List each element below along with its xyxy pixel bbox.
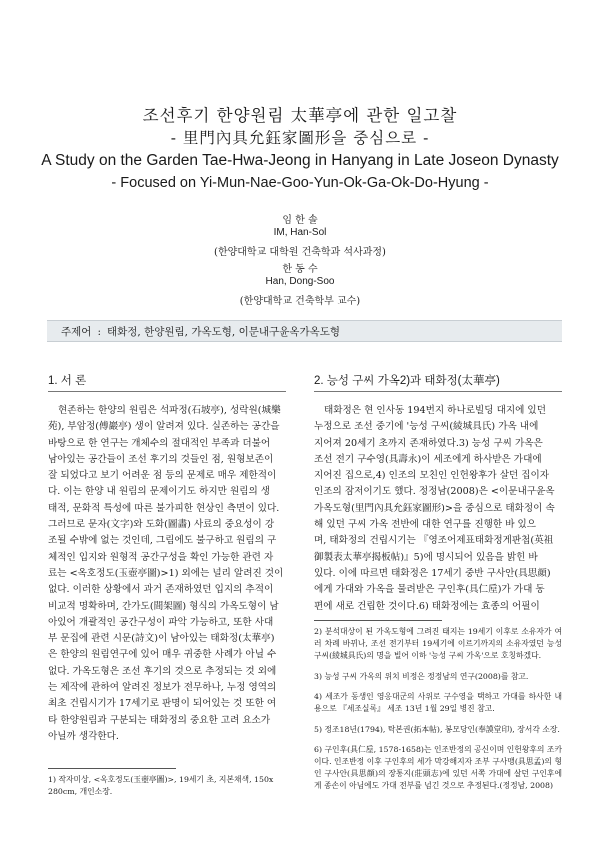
section-1-line: 은 한양의 원림연구에 있어 매우 귀중한 사례가 아닐 수 — [48, 649, 277, 661]
section-1-line: 타 한양원림과 구분되는 태화정의 중요한 고려 요소가 — [48, 714, 271, 726]
author-2-affiliation: (한양대학교 건축학부 교수) — [239, 296, 361, 307]
footnote-3: 3) 능성 구씨 가옥의 위치 비정은 정정남의 연구(2008)를 참고. — [314, 671, 529, 681]
section-2-body — [314, 403, 562, 615]
section-1-line: 없다. 이러한 상황에서 과거 존재하였던 입지의 추적이 — [48, 584, 274, 596]
section-2-line: 있다. 이에 따르면 태화정은 17세기 중반 구사안(具思顔) — [314, 567, 551, 579]
author-2-name-korean: 한 동 수 — [282, 264, 318, 275]
section-1-line: 잘 되었다고 보기 어려운 점 등의 문제로 매우 제한적이 — [48, 470, 277, 482]
section-1-line: 苑), 부암정(傅巖亭) 생이 알려져 있다. 실존하는 공간을 — [48, 421, 280, 433]
section-1-line: 비교적 명확하며, 간가도(間架圖) 형식의 가옥도형이 남 — [48, 600, 279, 612]
section-2-line: 가옥도형(里門內具允鈺家圖形)>을 중심으로 태화정이 속 — [314, 502, 555, 514]
section-1-line: 체적인 입지와 원형적 공간구성을 확인 가능한 관련 자 — [48, 551, 274, 563]
section-1-line: 부 문집에 관련 시문(詩文)이 남아있는 태화정(太華亭) — [48, 633, 275, 645]
footnote-rule-left — [48, 768, 176, 769]
author-2-name-english: Han, Dong-Soo — [265, 276, 335, 287]
footnote-1-line: 280cm, 개인소장. — [48, 787, 113, 797]
section-2-line: 에게 가대와 가옥을 물려받은 구인후(具仁垕)가 가대 동 — [314, 584, 545, 596]
section-1-line: 는 제작에 관하여 알려진 정보가 전무하나, 누정 영역의 — [48, 682, 277, 694]
section-1-line: 아닐까 생각한다. — [48, 730, 119, 742]
author-1-name-korean: 임 한 솔 — [282, 215, 318, 226]
section-1-line: 바탕으로 한 연구는 개체수의 절대적인 부족과 더불어 — [48, 437, 271, 449]
footnote-2: 2) 분석대상이 된 가옥도형에 그려진 태지는 19세기 이후로 소유자가 여러 차례 바뀌나, 조선 전기부터 19세기에 이르기까지의 소유자였던 능성 구씨(綾城具氏)의 명을 빌어 이하 '능성 구씨 가옥'으로 호칭하겠다. — [314, 627, 562, 660]
keywords-separator: : — [97, 326, 101, 338]
section-1-line: 태적, 문화적 특성에 따른 불가피한 현상인 측면이 있다. — [48, 502, 280, 514]
section-1-line: 아있어 개괄적인 공간구성이 파악 가능하고, 또한 사대 — [48, 616, 274, 628]
section-2-rule — [314, 391, 562, 392]
section-2-line: 지어져 20세기 초까지 존재하였다.3) 능성 구씨 가옥은 — [314, 437, 543, 449]
section-1-line: 남아있는 공간들이 조선 후기의 것들인 점, 원형보존이 — [48, 453, 274, 465]
footnote-5: 5) 정조18년(1794), 탁본권(拓本帖), 봉모당인(奉謨堂印), 장서각 소장. — [314, 724, 560, 734]
section-1-rule — [48, 391, 286, 392]
paper-title-english: A Study on the Garden Tae-Hwa-Jeong in Hanyang in Late Joseon Dynasty — [41, 152, 559, 169]
paper-title-korean: 조선후기 한양원림 太華亭에 관한 일고찰 — [142, 106, 458, 125]
section-1-line: 다. 이는 한양 내 원림의 문제이기도 하지만 원림의 생 — [48, 486, 271, 498]
footnotes-right — [314, 626, 562, 801]
footnote-6: 6) 구인후(具仁垕, 1578-1658)는 인조반정의 공신이며 인헌왕후의 조카이다. 인조반정 이후 구인후의 세가 막강해지자 조부 구사맹(具思孟)의 형인 구사안(具思顔)의 장통지(莊頭志)에 있던 서쪽 가대에 살던 구인후에게 종손이 아님에도 가대 전부를 넘긴 것으로 추정된다.(정정남, 2008) — [314, 745, 562, 790]
section-1-line: 최초 건립시기가 17세기로 판명이 되어있는 것 또한 여 — [48, 698, 277, 710]
keywords-text: 태화정, 한양원림, 가옥도형, 이문내구윤옥가옥도형 — [106, 326, 341, 338]
footnote-1 — [48, 774, 286, 798]
footnote-1-line: 1) 작자미상, <옥호정도(玉壺亭圖)>, 19세기 초, 지본채색, 150x — [48, 775, 274, 784]
paper-subtitle-korean: - 里門內具允鈺家圖形을 중심으로 - — [170, 129, 430, 147]
section-2-line: 태화정은 현 인사동 194번지 하나로빌딩 대지에 있던 — [324, 405, 546, 416]
section-2-line: 편에 새로 건립한 것이다.6) 태화정에는 효종의 어필이 — [314, 600, 540, 612]
footnote-4: 4) 세조가 동생인 영응대군의 사위로 구수영을 택하고 가대를 하사한 내용으로 『세조실록』 세조 13년 1월 29일 병진 참고. — [314, 692, 562, 713]
author-1-affiliation: (한양대학교 대학원 건축학과 석사과정) — [214, 247, 386, 258]
section-2-line: 며, 태화정의 건립시기는 『영조어제표태화정게판첩(英祖 — [314, 535, 554, 547]
section-2-line: 御製表太華亭揭板帖)』5)에 명시되어 있음을 밝힌 바 — [314, 551, 538, 563]
section-2-line: 해 있던 구씨 가옥 전반에 대한 연구를 진행한 바 있으 — [314, 519, 537, 531]
section-1-line: 조될 수밖에 없는 것인데, 그림에도 불구하고 원림의 구 — [48, 535, 277, 547]
section-1-line: 료는 <옥호정도(玉壺亭圖)>1) 외에는 널리 알려진 것이 — [48, 567, 284, 579]
section-2-line: 인조의 잠저이기도 했다. 정정남(2008)은 <이문내구윤옥 — [314, 486, 555, 498]
keywords-label: 주제어 — [61, 326, 92, 338]
section-2-line: 지어진 집으로,4) 인조의 모친인 인헌왕후가 살던 집이자 — [314, 470, 550, 482]
section-1-line: 없다. 가옥도형은 조선 후기의 것으로 추정되는 것 외에 — [48, 665, 277, 677]
section-1-heading: 1. 서 론 — [48, 375, 87, 387]
footnote-rule-right — [314, 620, 442, 621]
section-1-body — [48, 403, 286, 745]
author-1-name-english: IM, Han-Sol — [273, 227, 327, 238]
section-2-line: 누정으로 조선 중기에 '능성 구씨(綾城具氏) 가옥 내에 — [314, 421, 539, 433]
section-1-line: 그러므로 문자(文字)와 도화(圖畵) 사료의 중요성이 강 — [48, 519, 275, 531]
section-2-line: 조선 전기 구수영(具壽永)이 세조에게 하사받은 가대에 — [314, 453, 542, 465]
keywords-box — [47, 320, 562, 342]
paper-subtitle-english: - Focused on Yi-Mun-Nae-Goo-Yun-Ok-Ga-Ok-Do-Hyung - — [111, 175, 489, 191]
section-2-heading: 2. 능성 구씨 가옥2)과 태화정(太華亭) — [314, 375, 500, 387]
section-1-line: 현존하는 한양의 원림은 석파정(石坡亭), 성락원(城樂 — [58, 405, 281, 416]
